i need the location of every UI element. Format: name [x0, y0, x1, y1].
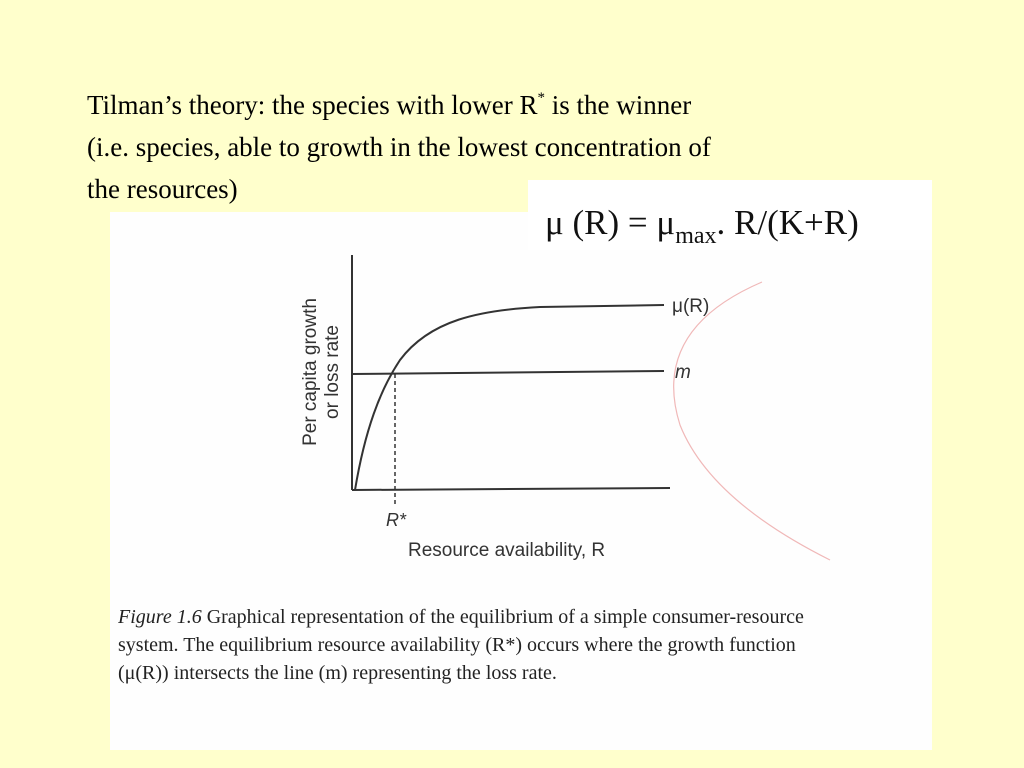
caption-line-3: (μ(R)) intersects the line (m) representing the loss rate.: [118, 662, 557, 684]
y-axis-label-line-2: or loss rate: [322, 325, 343, 419]
loss-rate-line: [352, 371, 664, 374]
heading-text: is the winner: [544, 90, 692, 120]
x-axis-label: Resource availability, R: [408, 540, 606, 561]
heading-line-2: (i.e. species, able to growth in the lowest concentration of: [87, 132, 711, 162]
figure-number: Figure 1.6: [118, 606, 202, 628]
figure-caption: [118, 603, 908, 687]
growth-curve: [355, 305, 664, 490]
curve-label: μ(R): [672, 296, 710, 317]
rstar-label: R*: [386, 510, 407, 530]
x-axis: [352, 488, 670, 490]
caption-text: Graphical representation of the equilibrium of a simple consumer-resource: [201, 606, 804, 628]
y-axis-label-line-1: Per capita growth: [300, 298, 321, 446]
caption-line-1: [118, 603, 908, 631]
heading-text: Tilman’s theory: the species with lower R: [87, 90, 538, 120]
formula-left: μ (R) = μ: [545, 203, 676, 242]
formula-subscript: max: [675, 223, 717, 249]
formula-right: . R/(K+R): [716, 203, 859, 242]
heading-line-3: the resources): [87, 174, 238, 204]
heading-superscript: *: [537, 90, 545, 106]
pink-arc: [674, 282, 830, 560]
loss-label: m: [675, 362, 691, 383]
caption-line-2: system. The equilibrium resource availability (R*) occurs where the growth function: [118, 634, 796, 656]
